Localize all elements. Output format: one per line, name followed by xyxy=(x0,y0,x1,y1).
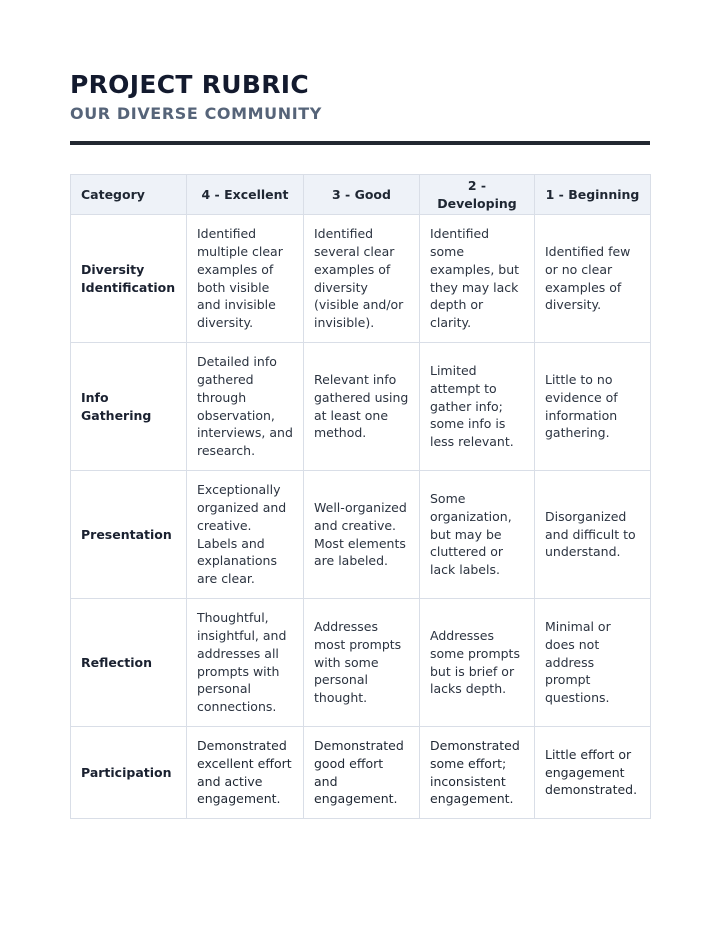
table-row xyxy=(71,471,651,599)
table-row xyxy=(71,599,651,727)
table-row xyxy=(71,727,651,819)
column-header-beginning: 1 - Beginning xyxy=(535,175,651,215)
criteria-cell: Identified multiple clear examples of both visible and invisible diversity. xyxy=(187,215,304,343)
column-header-developing: 2 - Developing xyxy=(420,175,535,215)
criteria-cell: Exceptionally organized and creative. Labels and explanations are clear. xyxy=(187,471,304,599)
criteria-cell: Identified few or no clear examples of diversity. xyxy=(535,215,651,343)
header-divider xyxy=(70,141,650,145)
row-category-label: Participation xyxy=(71,727,187,819)
criteria-cell: Well-organized and creative. Most elements are labeled. xyxy=(304,471,420,599)
criteria-cell: Some organization, but may be cluttered or lack labels. xyxy=(420,471,535,599)
rubric-table xyxy=(70,174,651,819)
criteria-cell: Little to no evidence of information gathering. xyxy=(535,343,651,471)
criteria-cell: Demonstrated excellent effort and active engagement. xyxy=(187,727,304,819)
criteria-cell: Addresses most prompts with some personal thought. xyxy=(304,599,420,727)
table-header-row xyxy=(71,175,651,215)
column-header-category: Category xyxy=(71,175,187,215)
criteria-cell: Addresses some prompts but is brief or lacks depth. xyxy=(420,599,535,727)
criteria-cell: Detailed info gathered through observation, interviews, and research. xyxy=(187,343,304,471)
criteria-cell: Demonstrated some effort; inconsistent engagement. xyxy=(420,727,535,819)
page-header xyxy=(70,0,650,145)
criteria-cell: Identified several clear examples of diversity (visible and/or invisible). xyxy=(304,215,420,343)
criteria-cell: Identified some examples, but they may lack depth or clarity. xyxy=(420,215,535,343)
row-category-label: Info Gathering xyxy=(71,343,187,471)
row-category-label: Reflection xyxy=(71,599,187,727)
row-category-label: Diversity Identification xyxy=(71,215,187,343)
criteria-cell: Disorganized and difficult to understand. xyxy=(535,471,651,599)
table-row xyxy=(71,343,651,471)
criteria-cell: Little effort or engagement demonstrated. xyxy=(535,727,651,819)
criteria-cell: Demonstrated good effort and engagement. xyxy=(304,727,420,819)
column-header-excellent: 4 - Excellent xyxy=(187,175,304,215)
page-subtitle: OUR DIVERSE COMMUNITY xyxy=(70,104,322,123)
page-title: PROJECT RUBRIC xyxy=(70,70,310,99)
criteria-cell: Limited attempt to gather info; some info is less relevant. xyxy=(420,343,535,471)
criteria-cell: Thoughtful, insightful, and addresses all prompts with personal connections. xyxy=(187,599,304,727)
criteria-cell: Relevant info gathered using at least one method. xyxy=(304,343,420,471)
criteria-cell: Minimal or does not address prompt questions. xyxy=(535,599,651,727)
row-category-label: Presentation xyxy=(71,471,187,599)
column-header-good: 3 - Good xyxy=(304,175,420,215)
table-row xyxy=(71,215,651,343)
